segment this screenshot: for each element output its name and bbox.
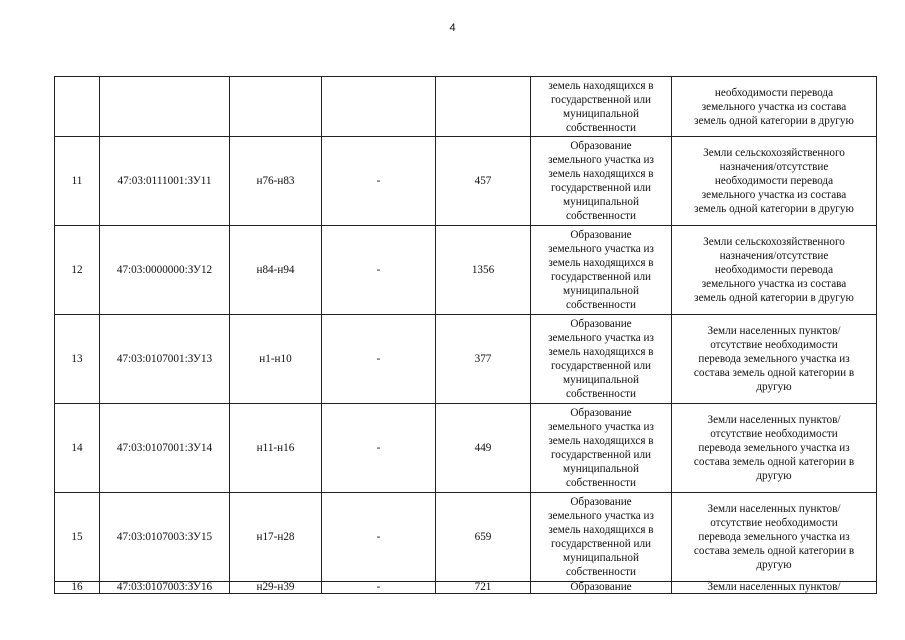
- area-cell: 721: [436, 582, 531, 594]
- dash-cell: -: [322, 226, 436, 315]
- table-row: [55, 226, 877, 315]
- area-cell: 457: [436, 137, 531, 226]
- dash-cell: -: [322, 493, 436, 582]
- boundary-points-cell: н76-н83: [230, 137, 322, 226]
- row-number-cell: [55, 77, 100, 137]
- table-row-partial: [55, 582, 877, 594]
- boundary-points-cell: [230, 77, 322, 137]
- row-number-cell: 14: [55, 404, 100, 493]
- cadastral-number-cell: 47:03:0107001:ЗУ13: [100, 315, 230, 404]
- dash-cell: -: [322, 137, 436, 226]
- cadastral-number-cell: 47:03:0000000:ЗУ12: [100, 226, 230, 315]
- table-row: [55, 404, 877, 493]
- cadastral-number-cell: 47:03:0107003:ЗУ15: [100, 493, 230, 582]
- formation-method-cell: Образование земельного участка из земель находящихся в государственной или муниципальной собственности: [531, 315, 672, 404]
- dash-cell: [322, 77, 436, 137]
- formation-method-cell: Образование земельного участка из земель находящихся в государственной или муниципальной собственности: [531, 137, 672, 226]
- land-category-cell: Земли населенных пунктов/ отсутствие необходимости перевода земельного участка из состава земель одной категории в другую: [672, 315, 877, 404]
- cadastral-number-cell: 47:03:0107003:ЗУ16: [100, 582, 230, 594]
- boundary-points-cell: н17-н28: [230, 493, 322, 582]
- land-category-cell: Земли населенных пунктов/ отсутствие необходимости перевода земельного участка из состава земель одной категории в другую: [672, 404, 877, 493]
- table-row: [55, 137, 877, 226]
- dash-cell: -: [322, 404, 436, 493]
- cadastral-number-cell: 47:03:0111001:ЗУ11: [100, 137, 230, 226]
- area-cell: [436, 77, 531, 137]
- row-number-cell: 13: [55, 315, 100, 404]
- land-category-cell: Земли сельскохозяйственного назначения/отсутствие необходимости перевода земельного участка из состава земель одной категории в другую: [672, 226, 877, 315]
- row-number-cell: 16: [55, 582, 100, 594]
- area-cell: 449: [436, 404, 531, 493]
- land-category-cell: Земли населенных пунктов/ отсутствие необходимости перевода земельного участка из состава земель одной категории в другую: [672, 493, 877, 582]
- table-row: [55, 493, 877, 582]
- boundary-points-cell: н1-н10: [230, 315, 322, 404]
- formation-method-cell: Образование земельного участка из земель находящихся в государственной или муниципальной собственности: [531, 404, 672, 493]
- boundary-points-cell: н29-н39: [230, 582, 322, 594]
- cadastral-number-cell: [100, 77, 230, 137]
- boundary-points-cell: н84-н94: [230, 226, 322, 315]
- formation-method-cell: Образование земельного участка из земель находящихся в государственной или муниципальной собственности: [531, 493, 672, 582]
- land-category-cell: Земли сельскохозяйственного назначения/отсутствие необходимости перевода земельного участка из состава земель одной категории в другую: [672, 137, 877, 226]
- area-cell: 377: [436, 315, 531, 404]
- table-row: [55, 315, 877, 404]
- page-number: 4: [449, 22, 456, 34]
- row-number-cell: 15: [55, 493, 100, 582]
- area-cell: 1356: [436, 226, 531, 315]
- row-number-cell: 11: [55, 137, 100, 226]
- formation-method-cell: Образование земельного участка из земель находящихся в государственной или муниципальной собственности: [531, 226, 672, 315]
- area-cell: 659: [436, 493, 531, 582]
- land-category-cell: Земли населенных пунктов/: [672, 582, 877, 594]
- cadastral-number-cell: 47:03:0107001:ЗУ14: [100, 404, 230, 493]
- formation-method-cell: земель находящихся в государственной или муниципальной собственности: [531, 77, 672, 137]
- boundary-points-cell: н11-н16: [230, 404, 322, 493]
- table-row-continuation: [55, 77, 877, 137]
- dash-cell: -: [322, 315, 436, 404]
- row-number-cell: 12: [55, 226, 100, 315]
- dash-cell: -: [322, 582, 436, 594]
- land-plots-table: [54, 76, 877, 594]
- formation-method-cell: Образование: [531, 582, 672, 594]
- land-category-cell: необходимости перевода земельного участка из состава земель одной категории в другую: [672, 77, 877, 137]
